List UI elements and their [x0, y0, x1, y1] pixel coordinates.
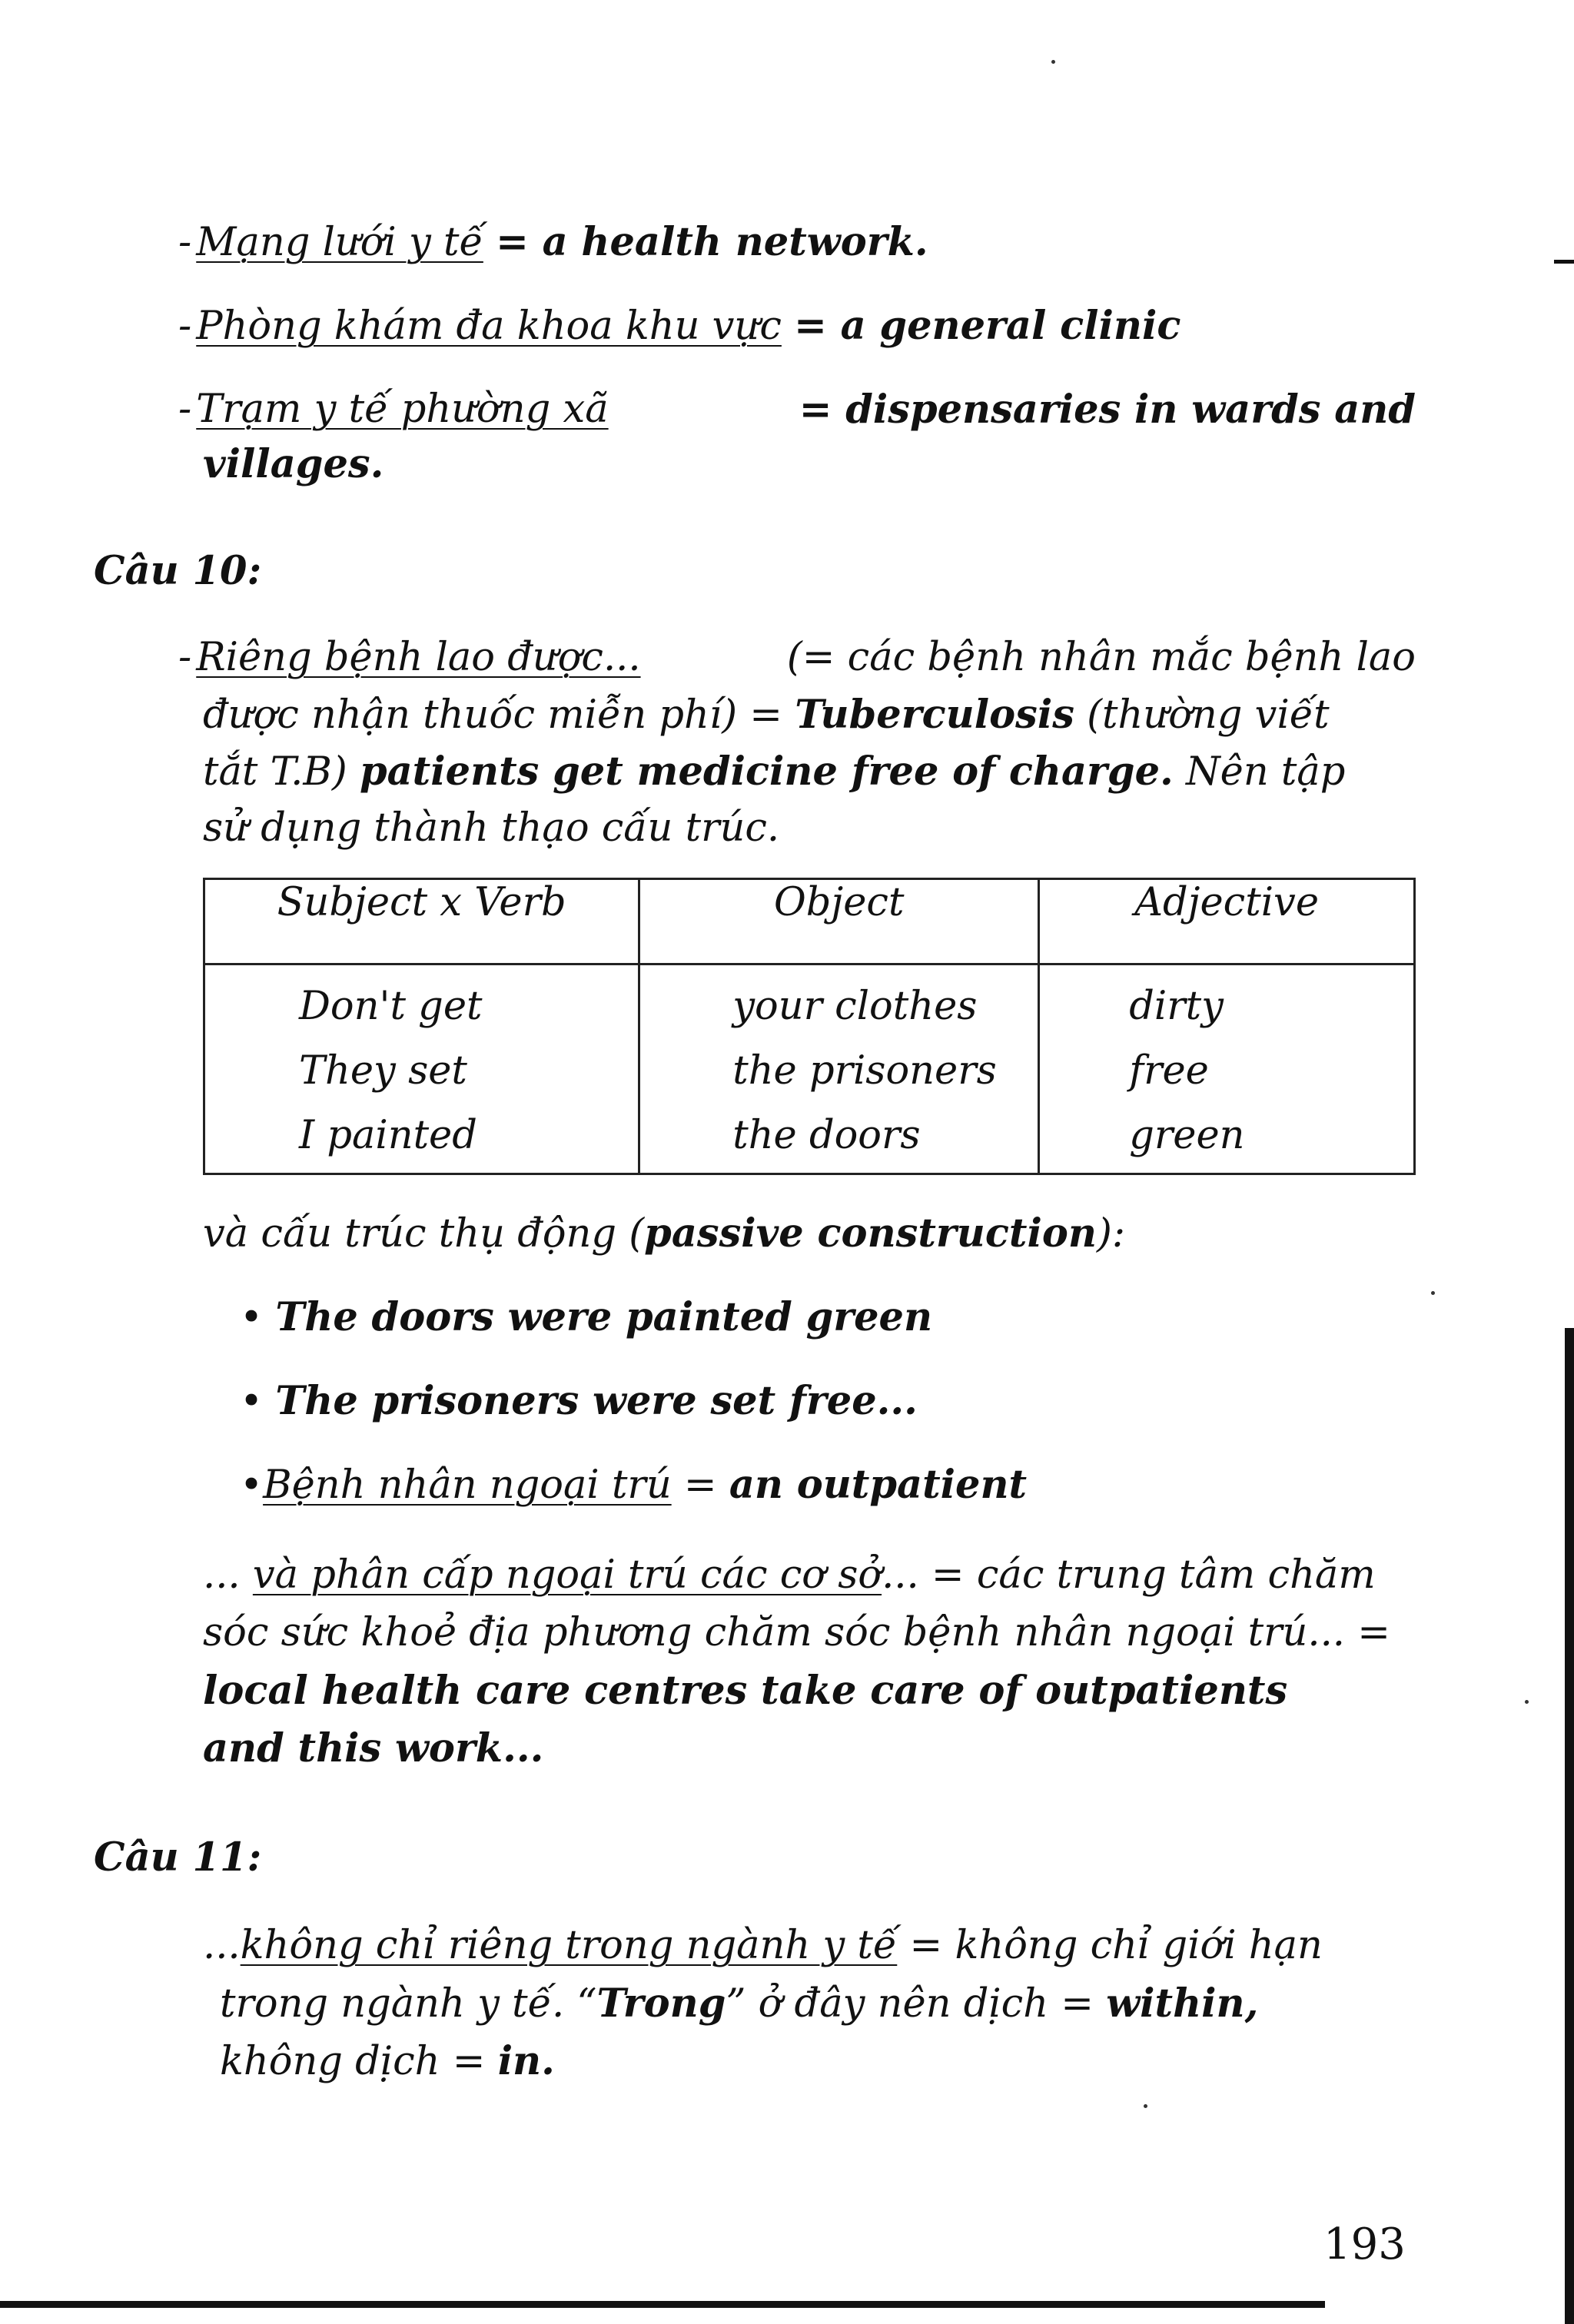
vietnamese-term: Bệnh nhân ngoại trú [263, 1462, 672, 1508]
text: không dịch = [220, 2039, 498, 2084]
table-cell [204, 1039, 639, 1104]
vietnamese-phrase: Riêng bệnh lao được... [196, 635, 641, 680]
text: = [671, 1462, 729, 1508]
question-10-heading: Câu 10: [94, 548, 262, 594]
example-sentence: The prisoners were set free... [275, 1378, 918, 1424]
vietnamese-phrase: và phân cấp ngoại trú các cơ sở [252, 1552, 882, 1598]
cell-text: the prisoners [732, 1048, 997, 1094]
bullet-item-1 [240, 1290, 932, 1346]
text: ): [1096, 1211, 1126, 1257]
vietnamese-term: Mạng lưới y tế [196, 220, 483, 265]
text: được nhận thuốc miễn phí) = [203, 692, 795, 738]
bullet-marker: • [240, 1462, 264, 1508]
table-cell [204, 964, 639, 1040]
cell-text: the doors [732, 1113, 921, 1158]
bullet-item-2 [240, 1373, 918, 1429]
cell-text: green [1129, 1113, 1245, 1158]
passive-intro [203, 1206, 1125, 1262]
bullet-marker: • [240, 1295, 264, 1340]
text: ” ở đây nên dịch = [726, 1981, 1107, 2027]
text: ... [203, 1923, 241, 1968]
q10-intro-line-1 [178, 630, 1416, 686]
dash: - [178, 304, 192, 349]
table-cell [639, 1104, 1039, 1174]
table-cell [1039, 1104, 1415, 1174]
term: passive construction [644, 1210, 1097, 1257]
bullet-item-3 [240, 1457, 1027, 1513]
english-translation: = a health network. [496, 219, 928, 265]
bullet-marker: • [240, 1379, 264, 1424]
q10-intro-line-3 [203, 744, 1416, 800]
text: ... = các trung tâm chăm [882, 1552, 1376, 1598]
q11-line-3 [220, 2034, 555, 2090]
vocab-item-1 [178, 214, 928, 271]
explanation: (= các bệnh nhân mắc bệnh lao [786, 635, 1416, 680]
english-translation: an outpatient [729, 1462, 1028, 1508]
table-row [204, 1104, 1415, 1174]
vietnamese-phrase: không chỉ riêng trong ngành y tế [240, 1923, 898, 1968]
table-cell [1039, 964, 1415, 1040]
speck [1431, 1291, 1435, 1295]
q10-intro-line-4: sử dụng thành thạo cấu trúc. [203, 805, 780, 851]
closing-line-1 [203, 1548, 1416, 1603]
translation: within, [1106, 1980, 1259, 2027]
header-subject-verb: Subject x Verb [204, 879, 639, 964]
table-cell [639, 1039, 1039, 1104]
cell-text: I painted [299, 1113, 477, 1158]
text: Nên tập [1173, 749, 1346, 795]
table-cell [204, 1104, 639, 1174]
table-header-row [204, 879, 1415, 964]
q11-line-2 [220, 1976, 1416, 2032]
table-row [204, 964, 1415, 1040]
text: trong ngành y tế. “ [220, 1981, 597, 2027]
cell-text: They set [299, 1048, 467, 1094]
right-edge-shadow [1565, 1328, 1574, 2324]
table-row [204, 1039, 1415, 1104]
closing-line-4: and this work... [203, 1725, 544, 1771]
speck [1525, 1700, 1529, 1704]
table-cell [639, 964, 1039, 1040]
header-object: Object [639, 879, 1039, 964]
closing-line-2: sóc sức khoẻ địa phương chăm sóc bệnh nhân ngoại trú... = [203, 1610, 1390, 1655]
vocab-item-2 [178, 298, 1180, 354]
vietnamese-term: Trạm y tế phường xã [196, 387, 609, 432]
cell-text: your clothes [732, 984, 978, 1029]
speck [1144, 2104, 1147, 2108]
vocab-item-3 [178, 382, 1416, 437]
vietnamese-term: Phòng khám đa khoa khu vực [196, 304, 782, 349]
translation: patients get medicine free of charge. [359, 749, 1174, 795]
q10-intro-line-2 [203, 687, 1416, 743]
translation: in. [497, 2038, 555, 2084]
dash: - [178, 635, 192, 680]
text: ... [203, 1552, 253, 1598]
text: và cấu trúc thụ động ( [203, 1211, 645, 1257]
header-adjective: Adjective [1039, 879, 1415, 964]
cell-text: Don't get [299, 984, 483, 1029]
text: (thường viết [1074, 692, 1330, 738]
cell-text: free [1129, 1048, 1209, 1094]
question-11-heading: Câu 11: [94, 1834, 262, 1881]
text: tắt T.B) [203, 749, 360, 795]
closing-line-3: local health care centres take care of outpatients [203, 1668, 1288, 1714]
term: Tuberculosis [795, 692, 1074, 738]
english-translation: = dispensaries in wards and [799, 387, 1416, 433]
q11-line-1 [203, 1918, 1416, 1974]
example-sentence: The doors were painted green [275, 1294, 933, 1340]
term: Trong [596, 1980, 726, 2027]
table-cell [1039, 1039, 1415, 1104]
bottom-edge-shadow [0, 2301, 1325, 2308]
cell-text: dirty [1129, 984, 1224, 1029]
text: = không chỉ giới hạn [897, 1923, 1323, 1968]
dash: - [178, 220, 192, 265]
page-number: 193 [1323, 2219, 1406, 2269]
speck [1051, 60, 1055, 64]
dash: - [178, 387, 192, 432]
vocab-item-3-continuation: villages. [203, 441, 384, 487]
structure-table [203, 878, 1416, 1175]
english-translation: = a general clinic [794, 303, 1181, 349]
edge-mark [1554, 260, 1574, 264]
